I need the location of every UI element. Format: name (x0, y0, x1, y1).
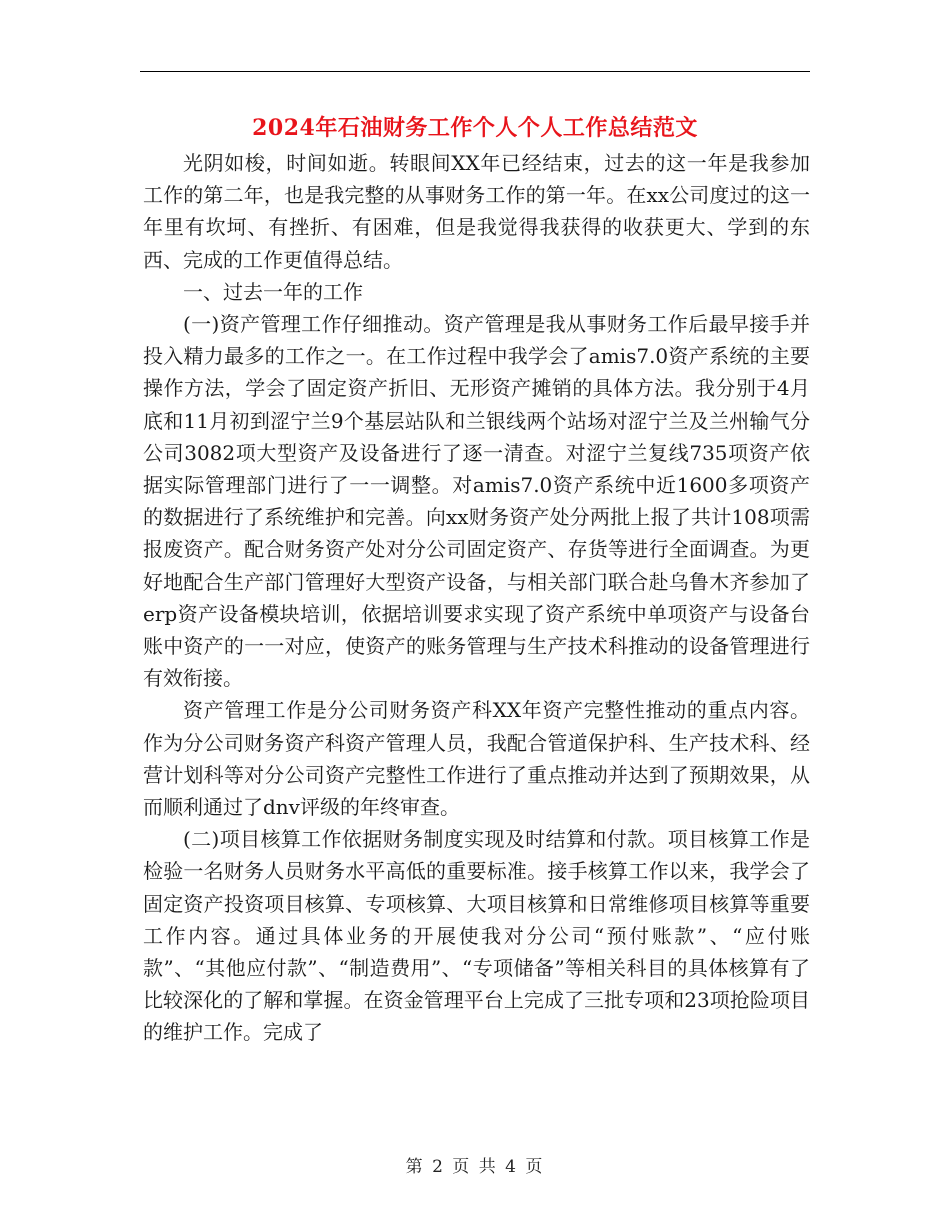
paragraph-asset-management: (一)资产管理工作仔细推动。资产管理是我从事财务工作后最早接手并投入精力最多的工作之一。在工作过程中我学会了amis7.0资产系统的主要操作方法，学会了固定资产折旧、无形资产摊销的具体方法。我分别于4月底和11月初到涩宁兰9个基层站队和兰银线两个站场对涩宁兰及兰州输气分公司3082项大型资产及设备进行了逐一清查。对涩宁兰复线735项资产依据实际管理部门进行了一一调整。对amis7.0资产系统中近1600多项资产的数据进行了系统维护和完善。向xx财务资产处分两批上报了共计108项需报废资产。配合财务资产处对分公司固定资产、存货等进行全面调查。为更好地配合生产部门管理好大型资产设备，与相关部门联合赴乌鲁木齐参加了erp资产设备模块培训，依据培训要求实现了资产系统中单项资产与设备台账中资产的一一对应，使资产的账务管理与生产技术科推动的设备管理进行有效衔接。 (143, 312, 810, 691)
header-rule (140, 71, 810, 72)
paragraph-project-accounting: (二)项目核算工作依据财务制度实现及时结算和付款。项目核算工作是检验一名财务人员财务水平高低的重要标准。接手核算工作以来，我学会了固定资产投资项目核算、专项核算、大项目核算和日常维修项目核算等重要工作内容。通过具体业务的开展使我对分公司“预付账款”、“应付账款”、“其他应付款”、“制造费用”、“专项储备”等相关科目的具体核算有了比较深化的了解和掌握。在资金管理平台上完成了三批专项和23项抢险项目的维护工作。完成了 (143, 827, 810, 1045)
paragraph-intro: 光阴如梭，时间如逝。转眼间XX年已经结束，过去的这一年是我参加工作的第二年，也是我完整的从事财务工作的第一年。在xx公司度过的这一年里有坎坷、有挫折、有困难，但是我觉得我获得的收获更大、学到的东西、完成的工作更值得总结。 (143, 151, 810, 272)
paragraph-asset-integrity: 资产管理工作是分公司财务资产科XX年资产完整性推动的重点内容。作为分公司财务资产科资产管理人员，我配合管道保护科、生产技术科、经营计划科等对分公司资产完整性工作进行了重点推动并达到了预期效果，从而顺利通过了dnv评级的年终审查。 (143, 698, 810, 820)
section-heading: 一、过去一年的工作 (183, 279, 363, 304)
document-title: 2024年石油财务工作个人个人工作总结范文 (252, 115, 698, 141)
page-footer: 第 2 页 共 4 页 (405, 1157, 545, 1177)
document-body (143, 147, 810, 1049)
